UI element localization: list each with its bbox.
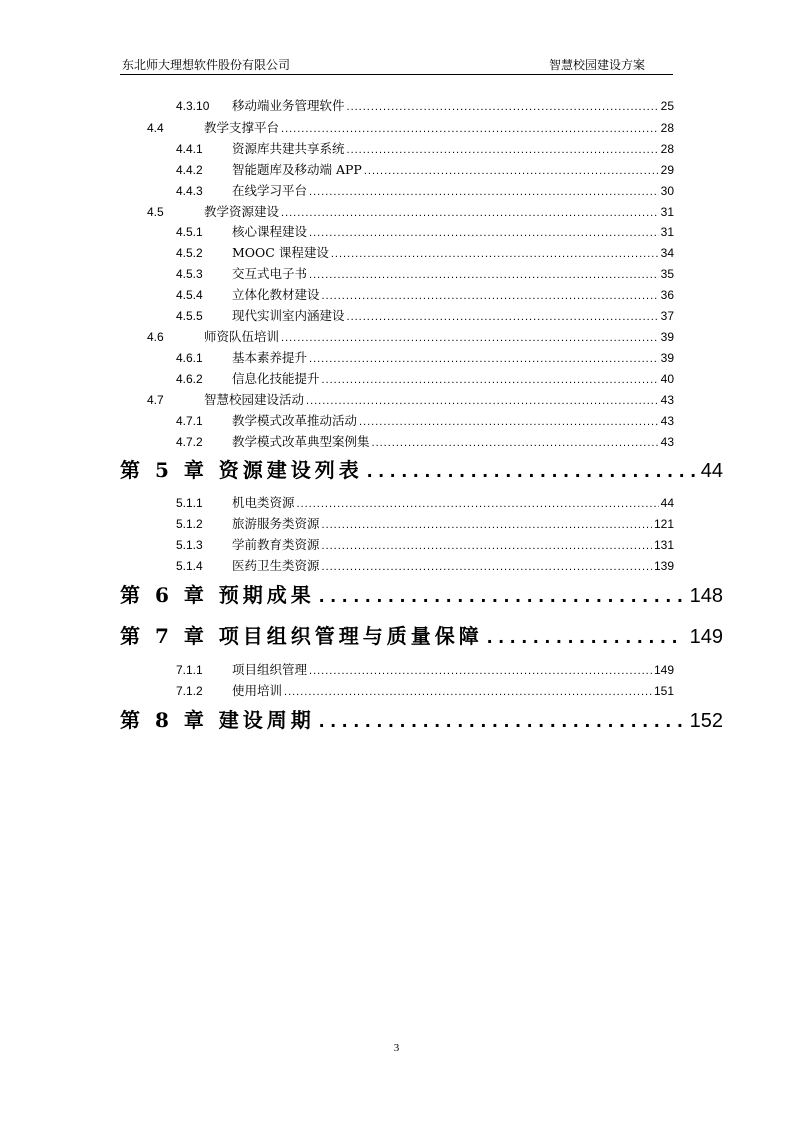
- section-page-number: 28: [660, 142, 674, 156]
- section-number: 4.5: [147, 205, 164, 219]
- toc-entry[interactable]: [147, 118, 674, 138]
- section-page-number: 25: [660, 99, 674, 113]
- section-number: 4.4.2: [176, 163, 203, 177]
- dot-leader: [309, 265, 659, 285]
- section-title: 核心课程建设: [232, 224, 308, 239]
- section-title: 医药卫生类资源: [232, 558, 320, 573]
- section-page-number: 31: [660, 205, 674, 219]
- chapter-title: 第 6 章 预期成果: [120, 583, 315, 607]
- dot-leader: [297, 494, 659, 514]
- section-page-number: 31: [660, 225, 674, 239]
- section-title: 机电类资源: [232, 495, 295, 510]
- section-page-number: 151: [653, 684, 674, 698]
- dot-leader: [322, 286, 659, 306]
- section-title: 师资队伍培训: [204, 329, 280, 344]
- section-title: 智能题库及移动端 APP: [232, 162, 362, 177]
- chapter-title: 第 5 章 资源建设列表: [120, 458, 363, 482]
- section-number: 4.6: [147, 330, 164, 344]
- section-number: 5.1.4: [176, 559, 203, 573]
- toc-chapter-entry[interactable]: [120, 621, 723, 651]
- dot-leader: [306, 391, 659, 411]
- toc-entry[interactable]: [176, 285, 674, 305]
- section-title: 移动端业务管理软件: [232, 98, 345, 113]
- section-title: 教学资源建设: [204, 204, 280, 219]
- toc-entry[interactable]: [176, 348, 674, 368]
- toc-entry[interactable]: [176, 222, 674, 242]
- dot-leader: [281, 119, 659, 139]
- toc-entry[interactable]: [176, 411, 674, 431]
- toc-chapter-entry[interactable]: [120, 455, 723, 485]
- dot-leader: [347, 97, 659, 117]
- toc-entry[interactable]: [176, 243, 674, 263]
- section-number: 4.5.3: [176, 267, 203, 281]
- chapter-page-number: 152: [689, 710, 723, 732]
- chapter-page-number: 44: [700, 460, 723, 482]
- dot-leader: [281, 203, 659, 223]
- section-title: 立体化教材建设: [232, 287, 320, 302]
- section-number: 4.4.1: [176, 142, 203, 156]
- section-page-number: 35: [660, 267, 674, 281]
- section-title: 智慧校园建设活动: [204, 392, 305, 407]
- dot-leader: [322, 536, 652, 556]
- dot-leader: [487, 622, 684, 652]
- toc-entry[interactable]: [147, 202, 674, 222]
- dot-leader: [359, 412, 659, 432]
- toc-entry[interactable]: [176, 493, 674, 513]
- toc-entry[interactable]: [176, 181, 674, 201]
- section-page-number: 44: [660, 496, 674, 510]
- dot-leader: [309, 182, 659, 202]
- toc-entry[interactable]: [176, 660, 674, 680]
- section-page-number: 43: [660, 414, 674, 428]
- dot-leader: [347, 307, 659, 327]
- section-page-number: 149: [653, 663, 674, 677]
- section-number: 5.1.2: [176, 517, 203, 531]
- toc-entry[interactable]: [176, 556, 674, 576]
- section-number: 5.1.3: [176, 538, 203, 552]
- section-number: 4.5.5: [176, 309, 203, 323]
- chapter-page-number: 149: [689, 626, 723, 648]
- section-number: 4.5.1: [176, 225, 203, 239]
- section-page-number: 29: [660, 163, 674, 177]
- toc-entry[interactable]: [176, 514, 674, 534]
- section-page-number: 43: [660, 435, 674, 449]
- section-page-number: 36: [660, 288, 674, 302]
- chapter-page-number: 148: [689, 585, 723, 607]
- section-page-number: 40: [660, 372, 674, 386]
- section-title: 教学模式改革典型案例集: [232, 434, 370, 449]
- section-page-number: 37: [660, 309, 674, 323]
- section-title: 基本素养提升: [232, 350, 308, 365]
- section-page-number: 43: [660, 393, 674, 407]
- toc-entry[interactable]: [176, 264, 674, 284]
- section-title: 旅游服务类资源: [232, 516, 320, 531]
- section-page-number: 39: [660, 330, 674, 344]
- dot-leader: [347, 140, 659, 160]
- section-title: MOOC 课程建设: [232, 245, 329, 260]
- section-number: 4.6.1: [176, 351, 203, 365]
- section-title: 交互式电子书: [232, 266, 308, 281]
- dot-leader: [331, 244, 659, 264]
- dot-leader: [364, 161, 659, 181]
- section-number: 7.1.1: [176, 663, 203, 677]
- section-number: 4.4.3: [176, 184, 203, 198]
- section-page-number: 30: [660, 184, 674, 198]
- dot-leader: [284, 682, 652, 702]
- chapter-title: 第 8 章 建设周期: [120, 708, 315, 732]
- toc-entry[interactable]: [176, 535, 674, 555]
- section-page-number: 28: [660, 121, 674, 135]
- company-name: 东北师大理想软件股份有限公司: [122, 58, 291, 72]
- toc-entry[interactable]: [176, 160, 674, 180]
- toc-chapter-entry[interactable]: [120, 580, 723, 610]
- section-number: 4.5.2: [176, 246, 203, 260]
- section-page-number: 121: [653, 517, 674, 531]
- section-page-number: 139: [653, 559, 674, 573]
- section-title: 使用培训: [232, 683, 283, 698]
- toc-entry[interactable]: [176, 139, 674, 159]
- section-number: 4.7.1: [176, 414, 203, 428]
- section-page-number: 131: [653, 538, 674, 552]
- document-title: 智慧校园建设方案: [548, 58, 645, 72]
- section-title: 教学模式改革推动活动: [232, 413, 358, 428]
- section-number: 5.1.1: [176, 496, 203, 510]
- dot-leader: [309, 661, 652, 681]
- dot-leader: [322, 557, 652, 577]
- section-title: 教学支撑平台: [204, 120, 280, 135]
- section-title: 项目组织管理: [232, 662, 308, 677]
- section-number: 7.1.2: [176, 684, 203, 698]
- section-number: 4.3.10: [176, 99, 210, 113]
- section-page-number: 39: [660, 351, 674, 365]
- section-title: 信息化技能提升: [232, 371, 320, 386]
- dot-leader: [281, 328, 659, 348]
- section-number: 4.7: [147, 393, 164, 407]
- section-title: 在线学习平台: [232, 183, 308, 198]
- section-number: 4.4: [147, 121, 164, 135]
- dot-leader: [367, 456, 695, 486]
- toc-entry[interactable]: [147, 327, 674, 347]
- page-header: [120, 56, 673, 75]
- dot-leader: [309, 223, 659, 243]
- section-title: 现代实训室内涵建设: [232, 308, 345, 323]
- toc-entry[interactable]: [176, 432, 674, 452]
- toc-entry[interactable]: [147, 390, 674, 410]
- section-number: 4.5.4: [176, 288, 203, 302]
- dot-leader: [322, 370, 659, 390]
- toc-entry[interactable]: [176, 369, 674, 389]
- chapter-title: 第 7 章 项目组织管理与质量保障: [120, 624, 483, 648]
- toc-entry[interactable]: [176, 681, 674, 701]
- dot-leader: [322, 515, 652, 535]
- toc-entry[interactable]: [176, 306, 674, 326]
- section-number: 4.6.2: [176, 372, 203, 386]
- dot-leader: [319, 581, 684, 611]
- dot-leader: [309, 349, 659, 369]
- dot-leader: [319, 706, 684, 736]
- section-page-number: 34: [660, 246, 674, 260]
- section-title: 学前教育类资源: [232, 537, 320, 552]
- section-number: 4.7.2: [176, 435, 203, 449]
- toc-chapter-entry[interactable]: [120, 705, 723, 735]
- dot-leader: [372, 433, 659, 453]
- toc-entry[interactable]: [176, 96, 674, 116]
- section-title: 资源库共建共享系统: [232, 141, 345, 156]
- page-number: 3: [393, 1042, 400, 1054]
